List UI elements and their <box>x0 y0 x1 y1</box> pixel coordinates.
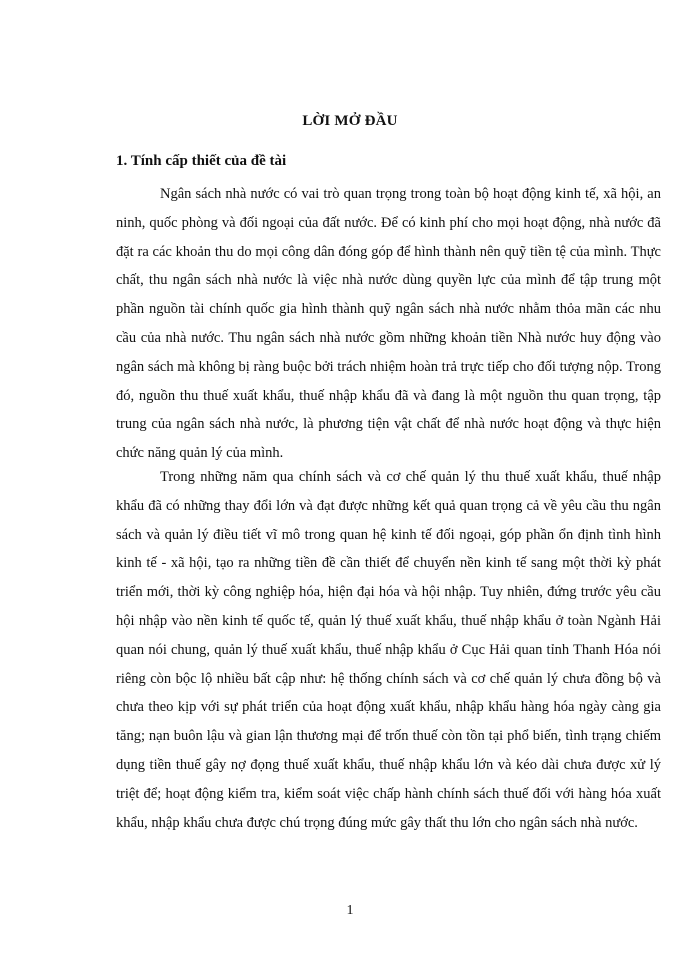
paragraph-2: Trong những năm qua chính sách và cơ chế quản lý thu thuế xuất khẩu, thuế nhập khẩu đã có những thay đổi lớn và đạt được những kết quả quan trọng cả về yêu cầu thu ngân sách và quản lý điều tiết vĩ mô trong quan hệ kinh tế đối ngoại, góp phần ổn định tình hình kinh tế - xã hội, tạo ra những tiền đề cần thiết để chuyển nền kinh tế sang một thời kỳ phát triển mới, thời kỳ công nghiệp hóa, hiện đại hóa và hội nhập. Tuy nhiên, đứng trước yêu cầu hội nhập vào nền kinh tế quốc tế, quản lý thuế xuất khẩu, thuế nhập khẩu ở toàn Ngành Hải quan nói chung, quản lý thuế xuất khẩu, thuế nhập khẩu ở Cục Hải quan tỉnh Thanh Hóa nói riêng còn bộc lộ nhiều bất cập như: hệ thống chính sách và cơ chế quản lý chưa đồng bộ và chưa theo kịp với sự phát triển của hoạt động xuất khẩu, nhập khẩu hàng hóa ngày càng gia tăng; nạn buôn lậu và gian lận thương mại để trốn thuế còn tồn tại phổ biến, tình trạng chiếm dụng tiền thuế gây nợ đọng thuế xuất khẩu, thuế nhập khẩu lớn và kéo dài chưa được xử lý triệt để; hoạt động kiểm tra, kiểm soát việc chấp hành chính sách thuế đối với hàng hóa xuất khẩu, nhập khẩu chưa được chú trọng đúng mức gây thất thu lớn cho ngân sách nhà nước. <box>116 469 661 831</box>
page-number: 1 <box>346 903 354 918</box>
page-title: LỜI MỞ ĐẦU <box>302 113 398 129</box>
paragraph-1: Ngân sách nhà nước có vai trò quan trọng trong toàn bộ hoạt động kinh tế, xã hội, an ninh, quốc phòng và đối ngoại của đất nước. Để có kinh phí cho mọi hoạt động, nhà nước đã đặt ra các khoản thu do mọi công dân đóng góp để hình thành nên quỹ tiền tệ của mình. Thực chất, thu ngân sách nhà nước là việc nhà nước dùng quyền lực của mình để tập trung một phần nguồn tài chính quốc gia hình thành quỹ ngân sách nhà nước nhằm thỏa mãn các nhu cầu của nhà nước. Thu ngân sách nhà nước gồm những khoản tiền Nhà nước huy động vào ngân sách mà không bị ràng buộc bởi trách nhiệm hoàn trả trực tiếp cho đối tượng nộp. Trong đó, nguồn thu thuế xuất khẩu, thuế nhập khẩu đã và đang là một nguồn thu quan trọng, tập trung của ngân sách nhà nước, là phương tiện vật chất để nhà nước hoạt động và thực hiện chức năng quản lý của mình. <box>116 186 661 462</box>
section-heading: 1. Tính cấp thiết của đề tài <box>116 153 287 169</box>
